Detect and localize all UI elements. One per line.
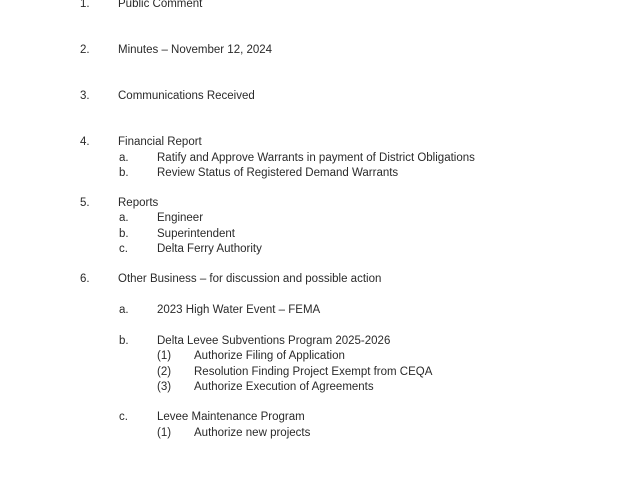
subitem-letter: b. (119, 228, 129, 240)
subsubitem-text: Authorize Filing of Application (194, 350, 345, 362)
item-title: Financial Report (118, 136, 202, 148)
subitem-text: Review Status of Registered Demand Warrants (157, 167, 399, 179)
subsubitem-text: Authorize Execution of Agreements (194, 381, 374, 393)
subsubitem-number: (3) (157, 381, 172, 393)
subsubitem-number: (2) (157, 366, 172, 378)
item-number: 4. (80, 136, 90, 148)
subsubitem-text: Authorize new projects (194, 427, 311, 439)
subitem-letter: a. (119, 152, 129, 164)
item-title: Other Business – for discussion and possible action (118, 273, 382, 285)
item-title: Public Comment (118, 0, 203, 10)
subitem-text: Ratify and Approve Warrants in payment of District Obligations (157, 152, 475, 164)
subitem-text: 2023 High Water Event – FEMA (157, 304, 321, 316)
subsubitem-number: (1) (157, 427, 172, 439)
subitem-letter: c. (119, 243, 128, 255)
item-number: 5. (80, 197, 90, 209)
subitem-letter: b. (119, 167, 129, 179)
item-number: 2. (80, 44, 90, 56)
subsubitem-number: (1) (157, 350, 172, 362)
subitem-text: Engineer (157, 212, 204, 224)
subitem-text: Delta Ferry Authority (157, 243, 262, 255)
item-number: 1. (80, 0, 90, 10)
item-number: 3. (80, 90, 90, 102)
subitem-text: Delta Levee Subventions Program 2025-2026 (157, 335, 391, 347)
subitem-letter: a. (119, 212, 129, 224)
item-title: Minutes – November 12, 2024 (118, 44, 273, 56)
item-title: Communications Received (118, 90, 255, 102)
subsubitem-text: Resolution Finding Project Exempt from CEQA (194, 366, 433, 378)
subitem-text: Levee Maintenance Program (157, 411, 305, 423)
item-title: Reports (118, 197, 159, 209)
subitem-letter: a. (119, 304, 129, 316)
subitem-letter: b. (119, 335, 129, 347)
item-number: 6. (80, 273, 90, 285)
subitem-letter: c. (119, 411, 128, 423)
subitem-text: Superintendent (157, 228, 236, 240)
